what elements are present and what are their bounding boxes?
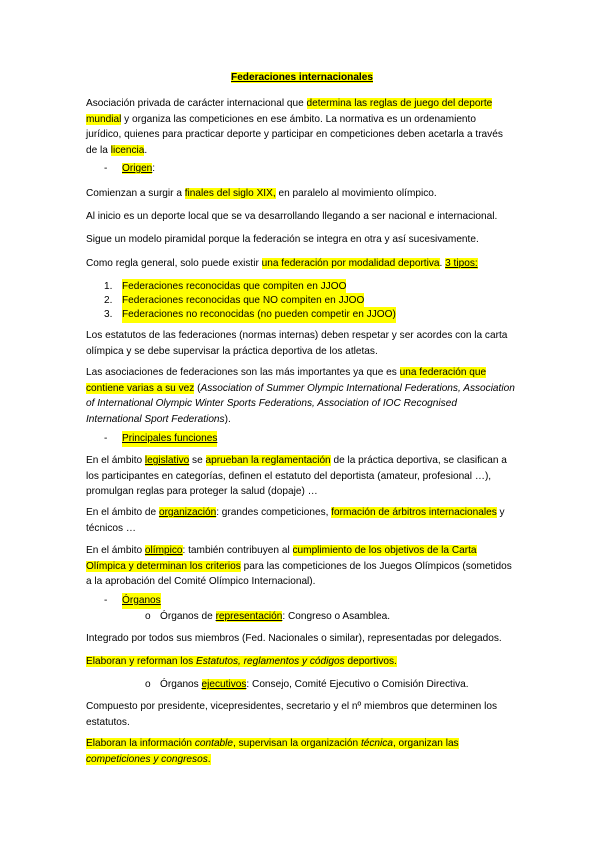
- text: En el ámbito: [86, 455, 145, 466]
- highlight: Olímpica y determinan los criterios: [86, 560, 241, 572]
- highlight: 3 tipos:: [445, 258, 478, 269]
- text: : Congreso o Asamblea.: [282, 611, 391, 622]
- text: jurídico, quienes para practicar deporte y participar en competiciones deben acetarla a través: [86, 129, 503, 141]
- highlight: Estatutos, reglamentos y códigos: [195, 656, 345, 667]
- highlight: contiene varias a su vez: [86, 382, 195, 394]
- paragraph: [86, 631, 518, 647]
- highlight: aprueban la reglamentación: [205, 455, 331, 466]
- dash-bullet: -: [104, 433, 108, 444]
- text: Association of Summer Olympic International Federations, Association: [200, 382, 515, 394]
- paragraph: [86, 736, 518, 767]
- paragraph: [86, 505, 518, 536]
- paragraph: [86, 654, 518, 670]
- highlight: licencia: [110, 144, 145, 156]
- page-title: [86, 70, 518, 86]
- section-label: Órganos: [122, 593, 161, 609]
- text: :: [152, 163, 156, 174]
- text: Al inicio es un deporte local que se va desarrollando llegando a ser nacional e internacional.: [86, 211, 498, 222]
- text: En el ámbito de: [86, 507, 159, 518]
- text: Comienzan a surgir a: [86, 188, 185, 199]
- paragraph: [86, 543, 518, 590]
- highlight: cumplimiento de los objetivos de la Carta: [292, 545, 477, 556]
- highlight: representación: [215, 611, 283, 622]
- text: Órganos de: [160, 611, 216, 622]
- list-item: Federaciones reconocidas que compiten en JJOO: [122, 279, 346, 295]
- text: Asociación privada de carácter internacional que: [86, 98, 307, 109]
- highlight: Elaboran y reforman los: [86, 656, 196, 667]
- text: técnicos …: [86, 522, 136, 534]
- paragraph: [86, 256, 518, 272]
- highlight: , organizan las: [392, 738, 459, 749]
- section-label: Origen: [122, 163, 153, 174]
- highlight: Elaboran la información: [86, 738, 195, 749]
- title-text: Federaciones internacionales: [231, 72, 373, 83]
- paragraph: [86, 209, 518, 225]
- text: .: [144, 144, 148, 156]
- text: Como regla general, solo puede existir: [86, 258, 262, 269]
- paragraph: [86, 186, 518, 202]
- text: .: [439, 258, 446, 269]
- dash-bullet: -: [104, 163, 108, 174]
- highlight: , supervisan la organización: [233, 738, 361, 749]
- circle-bullet-icon: o: [145, 611, 151, 622]
- text: : Consejo, Comité Ejecutivo o Comisión Directiva.: [246, 679, 469, 690]
- text: Los estatutos de las federaciones (normas internas) deben respetar y ser acordes con la carta: [86, 330, 508, 341]
- text: estatutos.: [86, 716, 130, 728]
- text: olímpica y se debe supervisar la práctica deportiva de los atletas.: [86, 345, 378, 357]
- highlight: organización: [158, 507, 217, 518]
- text: Sigue un modelo piramidal porque la federación se integra en otra y así sucesivamente.: [86, 234, 479, 245]
- highlight: una federación que: [399, 367, 487, 378]
- text: International Sport Federations: [86, 413, 225, 425]
- paragraph: [86, 232, 518, 248]
- text: ).: [224, 413, 231, 425]
- paragraph: [86, 699, 518, 730]
- highlight: contable: [194, 738, 234, 749]
- text: de la: [86, 144, 111, 156]
- highlight: mundial: [86, 113, 122, 125]
- text: Compuesto por presidente, vicepresidentes, secretario y el nº miembros que determinen los: [86, 701, 498, 712]
- text: a la aprobación del Comité Olímpico Internacional).: [86, 576, 316, 588]
- list-item: Federaciones no reconocidas (no pueden competir en JJOO): [122, 307, 396, 323]
- paragraph: [86, 365, 518, 427]
- circle-bullet-icon: o: [145, 679, 151, 690]
- highlight: legislativo: [144, 455, 190, 466]
- text: Las asociaciones de federaciones son las más importantes ya que es: [86, 367, 400, 378]
- paragraph: [86, 328, 518, 359]
- highlight: finales del siglo XIX,: [184, 188, 276, 199]
- text: : grandes competiciones,: [216, 507, 332, 518]
- list-number: 3.: [104, 309, 113, 320]
- highlight: formación de árbitros internacionales: [331, 507, 497, 518]
- highlight: una federación por modalidad deportiva: [261, 258, 440, 269]
- list-number: 1.: [104, 281, 113, 292]
- dash-bullet: -: [104, 595, 108, 606]
- text: se: [189, 455, 206, 466]
- text: (: [194, 382, 201, 394]
- text: los participantes en categorías, definen el estatuto del deportista (amateur, profesional …),: [86, 470, 492, 482]
- highlight: ejecutivos: [201, 679, 247, 690]
- text: de la práctica deportiva, se clasifican a: [330, 455, 507, 466]
- paragraph: [86, 453, 518, 500]
- text: of International Olympic Winter Sports Federations, Association of IOC Recognised: [86, 398, 457, 410]
- text: en paralelo al movimiento olímpico.: [275, 188, 437, 199]
- text: y organiza las competiciones en ese ámbito. La normativa es un ordenamiento: [121, 113, 476, 125]
- highlight: olímpico: [144, 545, 183, 556]
- highlight: técnica: [360, 738, 393, 749]
- text: : también contribuyen al: [182, 545, 293, 556]
- highlight: determina las reglas de juego del deporte: [306, 98, 493, 109]
- section-label: Principales funciones: [122, 431, 217, 447]
- text: Órganos: [160, 679, 202, 690]
- list-item: Federaciones reconocidas que NO compiten en JJOO: [122, 293, 364, 309]
- text: y: [496, 507, 505, 518]
- intro-paragraph: [86, 96, 518, 158]
- highlight: .: [207, 753, 211, 765]
- text: para las competiciones de los Juegos Olímpicos (sometidos: [240, 560, 512, 572]
- text: promulgan reglas para proteger la salud (dopaje) …: [86, 486, 318, 498]
- text: Integrado por todos sus miembros (Fed. Nacionales o similar), representadas por delegados.: [86, 633, 502, 644]
- highlight: competiciones y congresos: [86, 753, 208, 765]
- highlight: deportivos.: [344, 656, 397, 667]
- list-number: 2.: [104, 295, 113, 306]
- text: En el ámbito: [86, 545, 145, 556]
